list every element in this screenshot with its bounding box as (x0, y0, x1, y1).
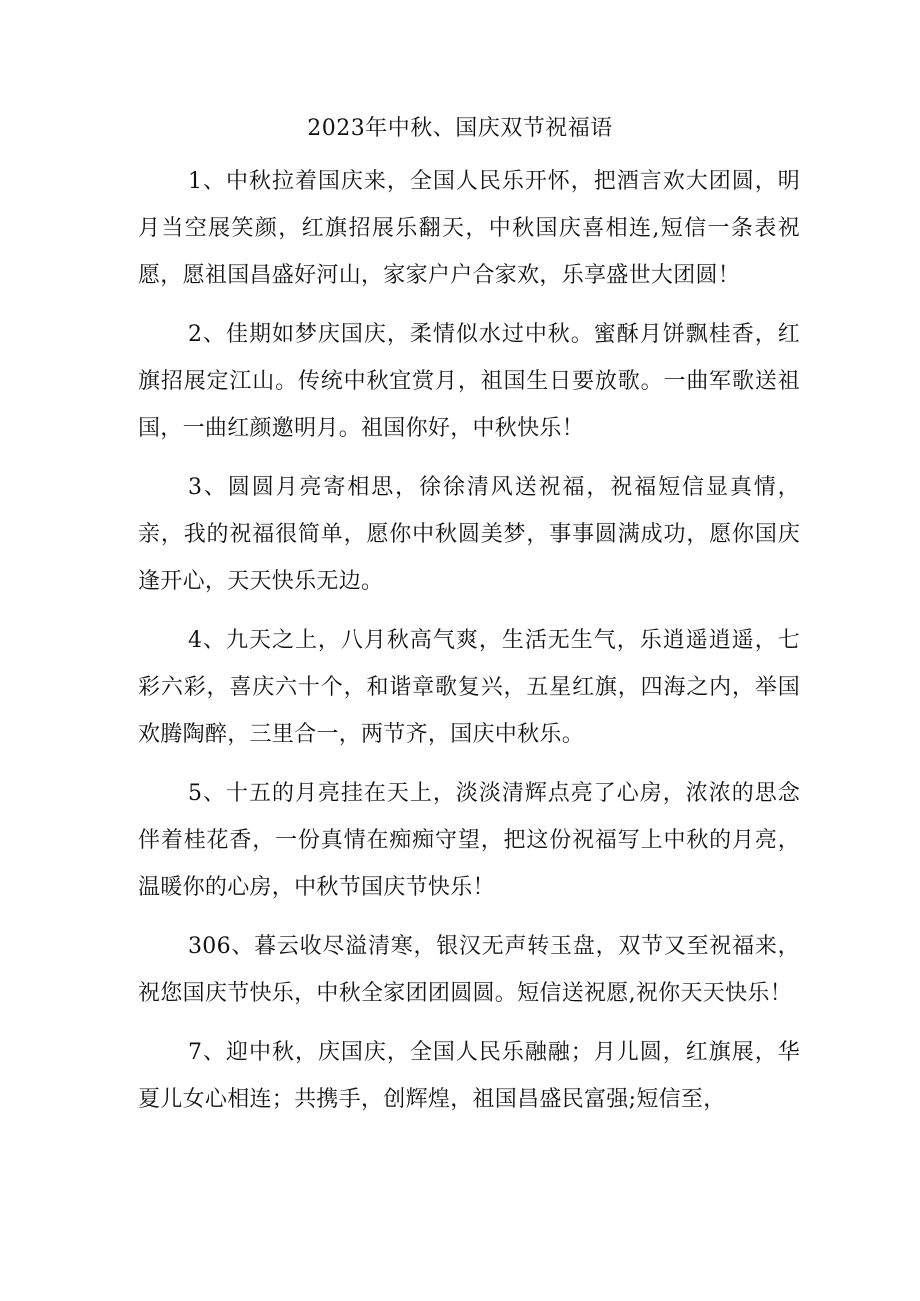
document-title: 2023年中秋、国庆双节祝福语 (307, 116, 613, 141)
document-body (138, 158, 800, 1135)
paragraph-6: 306、暮云收尽溢清寒，银汉无声转玉盘，双节又至祝福来，祝您国庆节快乐，中秋全家团团圆圆。短信送祝愿,祝你天天快乐！ (138, 934, 800, 1006)
paragraph-1: 1、中秋拉着国庆来，全国人民乐开怀，把酒言欢大团圆，明月当空展笑颜，红旗招展乐翻天，中秋国庆喜相连,短信一条表祝愿，愿祖国昌盛好河山，家家户户合家欢，乐享盛世大团圆！ (138, 169, 800, 288)
paragraph-2: 2、佳期如梦庆国庆，柔情似水过中秋。蜜酥月饼飘桂香，红旗招展定江山。传统中秋宜赏月，祖国生日要放歌。一曲军歌送祖国，一曲红颜邀明月。祖国你好，中秋快乐！ (138, 322, 800, 441)
paragraph-5: 5、十五的月亮挂在天上，淡淡清辉点亮了心房，浓浓的思念伴着桂花香，一份真情在痴痴守望，把这份祝福写上中秋的月亮，温暖你的心房，中秋节国庆节快乐！ (138, 781, 800, 900)
paragraph-7: 7、迎中秋，庆国庆，全国人民乐融融；月儿圆，红旗展，华夏儿女心相连；共携手，创辉煌，祖国昌盛民富强;短信至， (138, 1040, 800, 1112)
paragraph-4: 4、九天之上，八月秋高气爽，生活无生气，乐逍遥逍遥，七彩六彩，喜庆六十个，和谐章歌复兴，五星红旗，四海之内，举国欢腾陶醉，三里合一，两节齐，国庆中秋乐。 (138, 628, 800, 747)
paragraph-3: 3、圆圆月亮寄相思，徐徐清风送祝福，祝福短信显真情，亲，我的祝福很简单，愿你中秋圆美梦，事事圆满成功，愿你国庆逢开心，天天快乐无边。 (138, 475, 800, 594)
